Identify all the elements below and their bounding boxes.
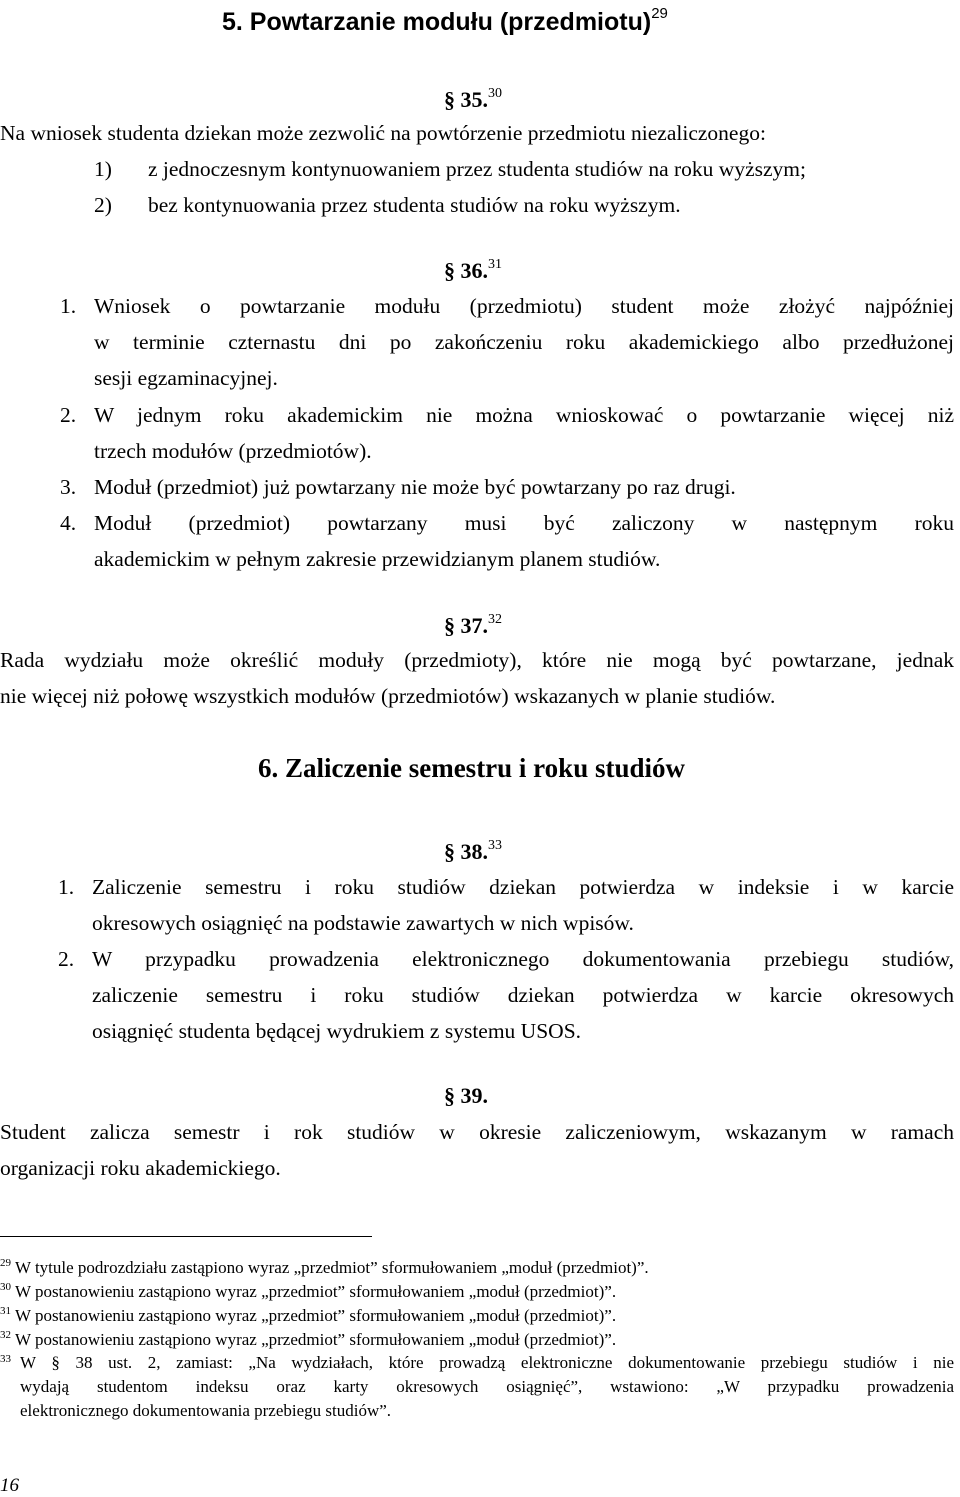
footnote-text: W tytule podrozdziału zastąpiono wyraz „przedmiot” sformułowaniem „moduł (przedmiot)”.: [14, 1258, 649, 1277]
footnote-separator: [0, 1236, 372, 1237]
footnote-33-number-wrap: [0, 1353, 11, 1374]
list-item-number: 2.: [60, 403, 77, 427]
paragraph-line: Rada wydziału może określić moduły (przedmioty), które nie mogą być powtarzane, jednak: [0, 648, 954, 672]
footnote-30: [0, 1281, 616, 1302]
list-item-number: 4.: [60, 511, 77, 535]
footnote-text: W postanowieniu zastąpiono wyraz „przedmiot” sformułowaniem „moduł (przedmiot)”.: [14, 1330, 617, 1349]
page-number: 16: [0, 1475, 19, 1496]
list-item-line: W jednym roku akademickim nie można wnioskować o powtarzanie więcej niż: [94, 403, 954, 427]
paragraph-37-label: § 37.: [444, 613, 488, 638]
footnote-29: [0, 1257, 649, 1278]
footnote-ref-33: 33: [488, 838, 502, 853]
paragraph-39-label: § 39.: [444, 1083, 488, 1108]
paragraph-36-heading: [444, 257, 502, 284]
footnote-ref-30: 30: [488, 86, 502, 101]
paragraph-37-heading: [444, 612, 502, 639]
footnote-number: 32: [0, 1329, 11, 1341]
footnote-text: wydają studentom indeksu oraz karty okresowych osiągnięć”, wstawiono: „W przypadku prowadzenia: [20, 1377, 954, 1396]
list-item-line: sesji egzaminacyjnej.: [94, 366, 278, 390]
paragraph-line: organizacji roku akademickiego.: [0, 1156, 281, 1180]
list-item-line: Zaliczenie semestru i roku studiów dziekan potwierdza w indeksie i w karcie: [92, 875, 954, 899]
list-item-line: osiągnięć studenta będącej wydrukiem z systemu USOS.: [92, 1019, 582, 1043]
list-item-line: zaliczenie semestru i roku studiów dziekan potwierdza w karcie okresowych: [92, 983, 954, 1007]
list-item-line: W przypadku prowadzenia elektronicznego dokumentowania przebiegu studiów,: [92, 947, 954, 971]
footnote-text: W postanowieniu zastąpiono wyraz „przedmiot” sformułowaniem „moduł (przedmiot)”.: [14, 1306, 617, 1325]
section-5-heading: [222, 5, 668, 37]
paragraph-35-heading: [444, 86, 502, 113]
list-item-line: Moduł (przedmiot) powtarzany musi być zaliczony w następnym roku: [94, 511, 954, 535]
footnote-text: W § 38 ust. 2, zamiast: „Na wydziałach, które prowadzą elektroniczne dokumentowanie przebiegu studiów i nie: [20, 1353, 954, 1372]
list-item-line: akademickim w pełnym zakresie przewidzianym planem studiów.: [94, 547, 661, 571]
list-item-number: 1.: [60, 294, 77, 318]
footnote-32: [0, 1329, 616, 1350]
paragraph-38-label: § 38.: [444, 839, 488, 864]
footnote-ref-29: 29: [651, 5, 668, 22]
footnote-text: elektronicznego dokumentowania przebiegu studiów”.: [20, 1401, 392, 1420]
paragraph-35-intro: Na wniosek studenta dziekan może zezwolić na powtórzenie przedmiotu niezaliczonego:: [0, 121, 766, 145]
paragraph-36-label: § 36.: [444, 258, 488, 283]
list-item-text: z jednoczesnym kontynuowaniem przez studenta studiów na roku wyższym;: [148, 157, 806, 181]
list-item-text: bez kontynuowania przez studenta studiów na roku wyższym.: [148, 193, 681, 217]
paragraph-39-heading: [444, 1083, 488, 1109]
list-item-number: 1): [94, 157, 112, 181]
list-item-number: 2.: [58, 947, 75, 971]
footnote-number: 29: [0, 1257, 11, 1269]
list-item-line: w terminie czternastu dni po zakończeniu roku akademickiego albo przedłużonej: [94, 330, 954, 354]
list-item-number: 1.: [58, 875, 75, 899]
list-item-line: Moduł (przedmiot) już powtarzany nie może być powtarzany po raz drugi.: [94, 475, 736, 499]
list-item-number: 3.: [60, 475, 77, 499]
paragraph-35-label: § 35.: [444, 87, 488, 112]
footnote-number: 30: [0, 1281, 11, 1293]
list-item-number: 2): [94, 193, 112, 217]
footnote-ref-32: 32: [488, 612, 502, 627]
list-item-line: trzech modułów (przedmiotów).: [94, 439, 372, 463]
section-5-title: 5. Powtarzanie modułu (przedmiotu): [222, 8, 652, 36]
footnote-31: [0, 1305, 616, 1326]
list-item-line: Wniosek o powtarzanie modułu (przedmiotu) student może złożyć najpóźniej: [94, 294, 954, 318]
footnote-number: 33: [0, 1353, 11, 1365]
footnote-number: 31: [0, 1305, 11, 1317]
list-item-line: okresowych osiągnięć na podstawie zawartych w nich wpisów.: [92, 911, 634, 935]
paragraph-line: Student zalicza semestr i rok studiów w okresie zaliczeniowym, wskazanym w ramach: [0, 1120, 954, 1144]
paragraph-line: nie więcej niż połowę wszystkich modułów (przedmiotów) wskazanych w planie studiów.: [0, 684, 776, 708]
section-6-title: 6. Zaliczenie semestru i roku studiów: [258, 753, 685, 783]
footnote-text: W postanowieniu zastąpiono wyraz „przedmiot” sformułowaniem „moduł (przedmiot)”.: [14, 1282, 617, 1301]
footnote-ref-31: 31: [488, 257, 502, 272]
paragraph-38-heading: [444, 838, 502, 865]
